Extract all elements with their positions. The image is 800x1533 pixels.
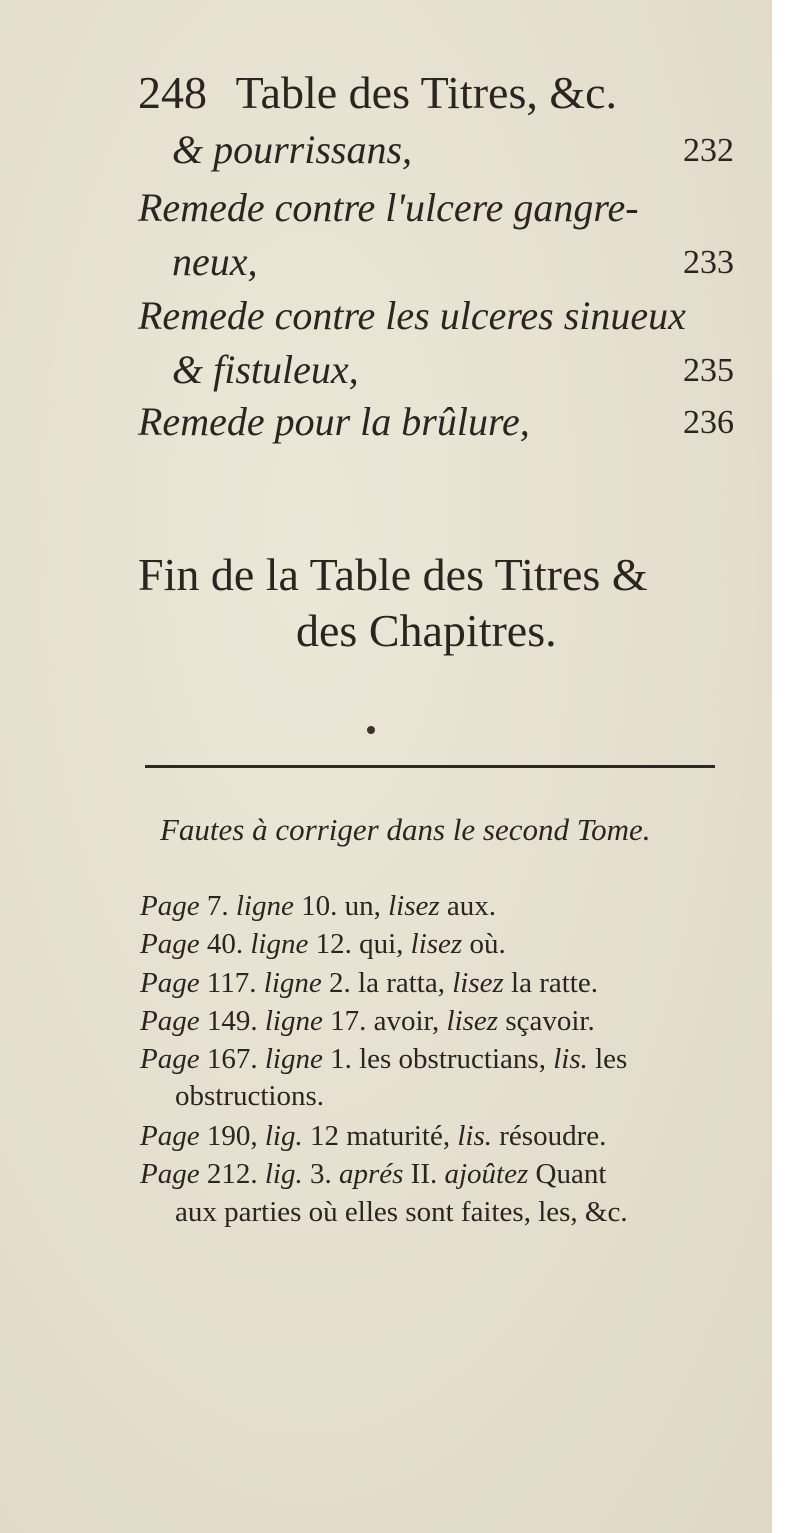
errata-continuation: obstructions. bbox=[175, 1080, 325, 1112]
toc-entry-page: 233 bbox=[683, 244, 734, 281]
page-margin bbox=[772, 0, 800, 1533]
ornament-dot bbox=[367, 726, 375, 734]
horizontal-rule bbox=[145, 765, 715, 768]
toc-entry-page: 236 bbox=[683, 404, 734, 441]
toc-entry-text: Remede pour la brûlure, bbox=[138, 399, 530, 444]
errata-line: Page 149. ligne 17. avoir, lisez sçavoir. bbox=[140, 1005, 595, 1037]
errata-line: Page 212. lig. 3. aprés II. ajoûtez Quant bbox=[140, 1158, 607, 1190]
errata-continuation: aux parties où elles sont faites, les, &c. bbox=[175, 1196, 628, 1228]
toc-entry bbox=[138, 292, 686, 339]
toc-entry bbox=[138, 184, 639, 231]
errata-line: Page 40. ligne 12. qui, lisez où. bbox=[140, 928, 506, 960]
toc-entry-text: neux, bbox=[172, 239, 258, 284]
errata-title: Fautes à corriger dans le second Tome. bbox=[160, 812, 651, 847]
toc-entry-text: & pourrissans, bbox=[172, 127, 413, 172]
running-header bbox=[138, 66, 617, 119]
errata-line: Page 190, lig. 12 maturité, lis. résoudre. bbox=[140, 1120, 607, 1152]
fin-line-1: Fin de la Table des Titres & bbox=[138, 549, 648, 600]
errata-line: Page 117. ligne 2. la ratta, lisez la ratte. bbox=[140, 967, 598, 999]
page-number: 248 bbox=[138, 67, 207, 118]
errata-line: Page 7. ligne 10. un, lisez aux. bbox=[140, 890, 497, 922]
toc-entry-text: Remede contre les ulceres sinueux bbox=[138, 293, 686, 338]
toc-entry bbox=[172, 346, 359, 393]
toc-entry-text: & fistuleux, bbox=[172, 347, 359, 392]
toc-entry-page: 235 bbox=[683, 352, 734, 389]
fin-line-2: des Chapitres. bbox=[296, 605, 557, 656]
errata-line: Page 167. ligne 1. les obstructians, lis. les bbox=[140, 1043, 628, 1075]
running-title: Table des Titres, &c. bbox=[235, 67, 618, 118]
toc-entry bbox=[172, 238, 258, 285]
toc-entry-page: 232 bbox=[683, 132, 734, 169]
toc-entry bbox=[138, 398, 530, 445]
toc-entry-text: Remede contre l'ulcere gangre- bbox=[138, 185, 639, 230]
toc-entry bbox=[172, 126, 412, 173]
